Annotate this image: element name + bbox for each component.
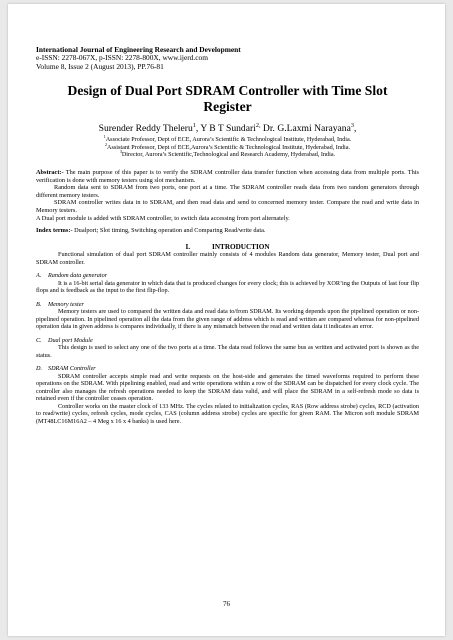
abstract-p4: A Dual port module is added with SDRAM controller, to switch data accessing from port alternately. xyxy=(36,214,290,222)
affiliation-1-text: Associate Professor, Dept of ECE, Aurora’s Scientific & Technological Institute, Hyderabad, India. xyxy=(105,136,352,144)
subsection-b-title: Memory tester xyxy=(48,300,84,308)
intro-paragraph: Functional simulation of dual port SDRAM controller mainly consists of 4 modules Random data generator, Memory tester, Dual port and SDRAM controller. xyxy=(36,251,419,266)
section-heading xyxy=(36,243,419,251)
subsection-b-para-1: Memory testers are used to compared the written data and read data to/from SDRAM. Its working depends upon the pipelined operation or non-pipelined operation. In pipelined operation all the data from the given range of address which is read and written are compared whereas for non-pipelined operation data in given address is compares individually, if there is any mismatch between the read and written data it indicates an error. xyxy=(36,308,419,331)
section-intro xyxy=(36,251,419,266)
affiliation-3-text: Director, Aurora’s Scientific,Technological and Research Academy, Hyderabad, India. xyxy=(121,151,336,159)
subsection-b-heading xyxy=(36,301,419,309)
index-terms-text: Dualport; Slot timing, Switching operation and Comparing Read/write data. xyxy=(72,227,266,235)
index-terms xyxy=(36,227,419,235)
section-number: I. xyxy=(185,242,191,251)
author-3-sup: 3 xyxy=(350,122,354,130)
journal-header xyxy=(36,46,419,71)
page-number: 76 xyxy=(223,600,230,608)
subsection-a-letter: A. xyxy=(36,272,42,280)
subsection-d-title: SDRAM Controller xyxy=(48,365,96,373)
author-2-sup: 2, xyxy=(255,122,261,130)
affiliation-1 xyxy=(36,136,419,144)
affiliation-1-sup: 1 xyxy=(103,134,106,140)
abstract-p2: Random data sent to SDRAM from two ports, one port at a time. The SDRAM controller reads data from two random generators through different memory testers. xyxy=(36,184,419,199)
author-line xyxy=(36,123,419,134)
affiliation-3-sup: 3 xyxy=(119,149,122,155)
subsection-d-para-1: SDRAM controller accepts simple read and write requests on the host-side and generates the timed waveforms required to perform these operations on the SDRAM. With pipelining enabled, read and write operations within a row of the SDRAM can be dispatched for every clock cycle. The controller also manages the refresh operations needed to keep the SDRAM data valid, and will place the SDRAM in a self-refresh mode so data is retained even if the controller ceases operation. xyxy=(36,372,419,403)
affiliation-2-text: Assistant Professor, Dept of ECE,Aurora’s Scientific & Technological Institute, Hyderabad, India. xyxy=(106,143,351,151)
page-content xyxy=(36,46,419,425)
subsection-d-para-2: Controller works on the master clock of 133 MHz. The cycles related to initialization cycles, RAS (Row address strobe) cycles, RCD (activation to read/write) cycles, refresh cycles, mode cycles, CAS (column address strobe) cycles are specific for given RAM. The Micron soft module SDRAM (MT48LC16M16A2 – 4 Meg x 16 x 4 banks) is used here. xyxy=(36,402,419,425)
subsection-a-heading xyxy=(36,272,419,280)
author-1-sup: 1 xyxy=(192,122,196,130)
subsection-c-title: Dual port Module xyxy=(48,336,93,344)
author-1: Surender Reddy Theleru xyxy=(98,123,193,135)
journal-volume: Volume 8, Issue 2 (August 2013), PP.76-81 xyxy=(36,61,164,71)
index-terms-label: Index terms:- xyxy=(36,227,73,235)
subsection-c-para-1: This design is used to select any one of the two ports at a time. The data read follows the same bus as written and activated port is shown as the status. xyxy=(36,344,419,359)
subsection-a-title: Random data generator xyxy=(48,272,108,280)
affiliation-2-sup: 2 xyxy=(104,141,107,147)
abstract-label: Abstract:- xyxy=(36,169,64,176)
affiliations xyxy=(36,136,419,159)
subsection-d-letter: D. xyxy=(36,365,43,373)
subsection-c-body xyxy=(36,344,419,359)
subsection-a-body xyxy=(36,280,419,295)
document-page xyxy=(8,4,445,636)
journal-issn: e-ISSN: 2278-067X, p-ISSN: 2278-800X, www.ijerd.com xyxy=(36,53,208,63)
abstract-p1-text: The main purpose of this paper is to verify the SDRAM controller data transfer function when accessing data from multiple ports. This verification is done with memory testers using slot mechanism. xyxy=(36,169,419,184)
subsection-a-para-1: It is a 16-bit serial data generator in which data that is produced changes for every clock; this is achieved by XOR’ing the Outputs of last four flip flops and is feedback as the input to the first flip-flop. xyxy=(36,279,420,295)
subsection-d-body xyxy=(36,373,419,426)
author-2: , Y B T Sundari xyxy=(195,123,256,135)
abstract xyxy=(36,169,419,222)
affiliation-3 xyxy=(36,151,419,159)
abstract-p3: SDRAM controller writes data in to SDRAM, and then read data and send to concerned memory tester. Compare the read and write data in Memory testers. xyxy=(36,199,419,214)
author-3-end: , xyxy=(353,123,357,135)
subsection-c-letter: C. xyxy=(36,336,42,344)
paper-title: Design of Dual Port SDRAM Controller with Time Slot Register xyxy=(67,83,388,115)
abstract-p1 xyxy=(36,169,419,184)
author-3: Dr. G.Laxmi Narayana xyxy=(260,123,351,135)
subsection-b-body xyxy=(36,308,419,331)
subsection-b-letter: B. xyxy=(36,300,42,308)
journal-name: International Journal of Engineering Research and Development xyxy=(36,45,241,54)
section-title: INTRODUCTION xyxy=(212,242,270,251)
subsection-d-heading xyxy=(36,365,419,373)
subsection-c-heading xyxy=(36,337,419,345)
